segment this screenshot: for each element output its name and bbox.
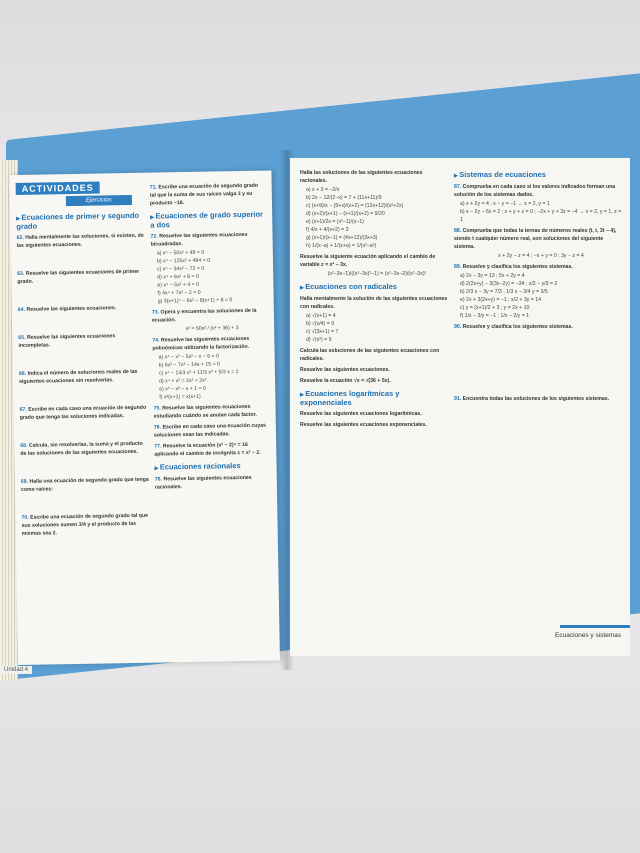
exercise-item: b) x⁴ − 125x² + 484 = 0 bbox=[156, 257, 211, 265]
exercise-79: Halla las soluciones de las siguientes ecuaciones racionales. bbox=[300, 170, 423, 184]
exercise-item: b) 6x³ − 7x² − 14x + 15 = 0 bbox=[158, 361, 220, 369]
section-heading: ▶ Ecuaciones logarítmicas y exponenciales bbox=[300, 390, 448, 407]
exercise-list bbox=[16, 232, 150, 555]
background-table bbox=[0, 690, 640, 853]
exercise-item: a) 2x − 3y = 13 ; 5x + 2y = 4 bbox=[460, 273, 525, 279]
exercise-91: 91. Encuentra todas las soluciones de los siguientes sistemas. bbox=[454, 396, 610, 402]
exercise-84: Resuelve la ecuación √x = √(36 + 5x). bbox=[300, 378, 391, 384]
exercise-item: c) x⁴ − 34x² − 72 = 0 bbox=[157, 265, 205, 273]
exercise-78: 78. Resuelve las siguientes ecuaciones racionales. bbox=[154, 474, 252, 491]
exercise-71: 71. Escribe una ecuación de segundo grado tal que la suma de sus raíces valga 3 y su producto −18. bbox=[149, 182, 259, 207]
exercise-item: d) x⁴ + x³ = 2x² + 2x³ bbox=[159, 377, 207, 385]
exercise-item: f) 1/x − 3/y = −1 ; 1/x − 2/y = 1 bbox=[460, 313, 530, 319]
exercise-item: d) x⁴ + 6x² + 8 = 0 bbox=[157, 273, 199, 281]
exercise-items bbox=[454, 200, 622, 224]
exercise: 66. Indica el número de soluciones reales de las siguientes ecuaciones sin resolverlas. bbox=[18, 368, 138, 385]
exercise-item: b) x − 2y − 6z = 2 ; x + y + z = 0 ; −2x + y + 3z = −4 → x = 2, y = 1, z = 1 bbox=[460, 209, 622, 223]
exercise-73: 73. Opera y encuentra las soluciones de la ecuación. bbox=[151, 307, 257, 324]
exercise: 69. Halla una ecuación de segundo grado que tenga como raíces: bbox=[20, 476, 149, 493]
left-page bbox=[9, 171, 280, 665]
exercise-item: d) 2(2x+y) − 3(3x−2y) = −34 ; x/2 − y/3 = 2 bbox=[460, 281, 558, 287]
formula: (x²−3x−1)/((x²−3x)²−1) = (x²−3x−2)/(x²−3x)² bbox=[327, 271, 427, 277]
section-heading: ▶ Ecuaciones con radicales bbox=[300, 283, 448, 292]
formula: x² = 50x² / (x² + 36) + 3 bbox=[185, 325, 239, 333]
exercise-item: d) √(x²) = 9 bbox=[306, 337, 332, 343]
exercise-item: c) (x+9)/x − (5+x)/(x+2) = (12x+12)/(x²+2x) bbox=[306, 203, 404, 209]
exercise-72: 72. Resuelve las siguientes ecuaciones bicuadradas. bbox=[150, 231, 248, 248]
exercise-88: 88. Comprueba que todas la ternas de números reales (t, t, 3t − 4), siendo t cualquier número real, son soluciones del siguiente sistema. bbox=[454, 228, 617, 250]
exercise-item: d) (x+2)/(x+1) − (x+1)/(x+2) = 9/20 bbox=[306, 211, 385, 217]
exercise-items bbox=[300, 186, 448, 250]
exercise-items bbox=[454, 272, 622, 320]
exercise: 64. Resuelve las siguientes ecuaciones. bbox=[17, 305, 117, 313]
footer-bar bbox=[560, 625, 630, 628]
exercise-77: 77. Resuelve la ecuación (x² − 2)⁴ = 16 aplicando el cambio de incógnita z = x² − 2. bbox=[154, 441, 261, 458]
footer-left: Unidad 4 bbox=[0, 666, 32, 674]
exercise-81: Halla mentalmente la solución de las siguientes ecuaciones con radicales. bbox=[300, 296, 448, 310]
exercise-80: Resuelve la siguiente ecuación aplicando el cambio de variable z = x² − 3x. bbox=[300, 254, 436, 268]
exercise-item: c) y = (x+1)/2 + 3 ; y = 2x + 10 bbox=[460, 305, 530, 311]
exercise-item: b) 2/3 x − 3y = 7/3 ; 1/3 x − 3/4 y = 3/5 bbox=[460, 289, 548, 295]
exercise-items bbox=[151, 248, 266, 306]
exercise-87: 87. Comprueba en cada caso si los valores indicados forman una solución de los sistemas dados. bbox=[454, 184, 616, 198]
footer-right: Ecuaciones y sistemas bbox=[555, 632, 622, 639]
exercise-item: a) x⁴ − 50x² + 49 = 0 bbox=[156, 249, 205, 257]
exercise-89: 89. Resuelve y clasifica los siguientes sistemas. bbox=[454, 264, 573, 270]
exercise-item: e) (x+1)/2x = (x²−1)/(x−1) bbox=[306, 219, 364, 225]
exercise-item: f) 4/x + 4/(x+2) = 3 bbox=[306, 227, 349, 233]
exercise-item: b) 2x − 12/(2−x) = 7 + (11x+11)/9 bbox=[306, 195, 382, 201]
exercise-items bbox=[300, 312, 448, 344]
exercise-item: e) x³ − x² − x + 1 = 0 bbox=[159, 385, 206, 393]
exercise-item: a) x + 3 = −2/x bbox=[306, 187, 340, 193]
exercise: 68. Calcula, sin resolverlas, la suma y el producto de las soluciones de las siguientes ecuaciones. bbox=[20, 440, 143, 457]
exercise-items bbox=[153, 352, 268, 402]
exercises-subbanner: Ejercicios bbox=[66, 195, 132, 206]
exercise-item: h) 1/(x−a) + 1/(x+a) = 1/(x²−a²) bbox=[306, 243, 377, 249]
exercise-item: c) x⁴ − 13/3 x³ + 11/3 x² + 5/3 x = 2 bbox=[158, 369, 239, 377]
exercise-item: e) x⁴ − 5x² + 4 = 0 bbox=[157, 281, 200, 289]
exercise-86: Resuelve las siguientes ecuaciones exponenciales. bbox=[300, 422, 427, 428]
exercise: 70. Escribe una ecuación de segundo grado tal que sus soluciones sumen 3/4 y el producto de las mismas sea 2. bbox=[21, 512, 149, 537]
exercise: 65. Resuelve las siguientes ecuaciones incompletas. bbox=[18, 333, 116, 349]
exercise-item: g) 3(x+1)⁴ − 8x² − 8(x+1) + 8 = 0 bbox=[157, 297, 233, 305]
exercise: 63. Resuelve las siguientes ecuaciones de primer grado. bbox=[17, 268, 140, 285]
exercise-85: Resuelve las siguientes ecuaciones logarítmicas. bbox=[300, 411, 422, 417]
exercise: 62. Halla mentalmente las soluciones, si existen, de las siguientes ecuaciones. bbox=[16, 232, 144, 249]
activities-banner: ACTIVIDADES bbox=[16, 182, 100, 195]
system: x + 2y − z = 4 ; −x + y = 0 ; 3y − z = 4 bbox=[498, 253, 584, 259]
right-page bbox=[290, 158, 630, 656]
exercise-82: Calcula las soluciones de las siguientes ecuaciones con radicales. bbox=[300, 348, 440, 362]
exercise-90: 90. Resuelve y clasifica los siguientes sistemas. bbox=[454, 324, 573, 330]
exercise-item: c) √(3x+1) = 7 bbox=[306, 329, 339, 335]
exercise-83: Resuelve las siguientes ecuaciones. bbox=[300, 367, 390, 373]
exercise-item: a) √(x+1) = 4 bbox=[306, 313, 336, 319]
section-heading: ▶ Ecuaciones racionales bbox=[155, 462, 269, 473]
exercise-item: f) x²(x+1) = x(x+1) bbox=[159, 393, 201, 401]
exercise-item: f) 4x⁴ + 7x² − 2 = 0 bbox=[157, 289, 201, 297]
section-heading: ▶ Sistemas de ecuaciones bbox=[454, 171, 622, 180]
exercise-76: 76. Escribe en cada caso una ecuación cuyas soluciones sean las indicadas. bbox=[153, 422, 267, 439]
exercise-item: e) 2x + 3(2x+y) = −1 ; x/2 + 3y = 14 bbox=[460, 297, 542, 303]
exercise-item: g) (x+1)/(x−1) = (4x+12)/(3x+3) bbox=[306, 235, 378, 241]
section-heading: ▶ Ecuaciones de primer y segundo grado bbox=[16, 212, 144, 231]
section-heading: ▶ Ecuaciones de grado superior a dos bbox=[150, 211, 264, 230]
exercise-item: a) x⁴ − x³ − 5x² − x − 6 = 0 bbox=[158, 353, 220, 361]
exercise: 67. Escribe en cada caso una ecuación de segundo grado que tenga las soluciones indicadas. bbox=[19, 404, 147, 421]
exercise-75: 75. Resuelve las siguientes ecuaciones estudiando cuándo se anulan cada factor. bbox=[153, 403, 257, 420]
exercise-74: 74. Resuelve las siguientes ecuaciones polinómicas utilizando la factorización. bbox=[152, 335, 250, 352]
exercise-item: a) x + 2y = 4 ; x − y = −1 → x = 2, y = 1 bbox=[460, 201, 550, 207]
exercise-item: b) √(x/4) = 9 bbox=[306, 321, 335, 327]
